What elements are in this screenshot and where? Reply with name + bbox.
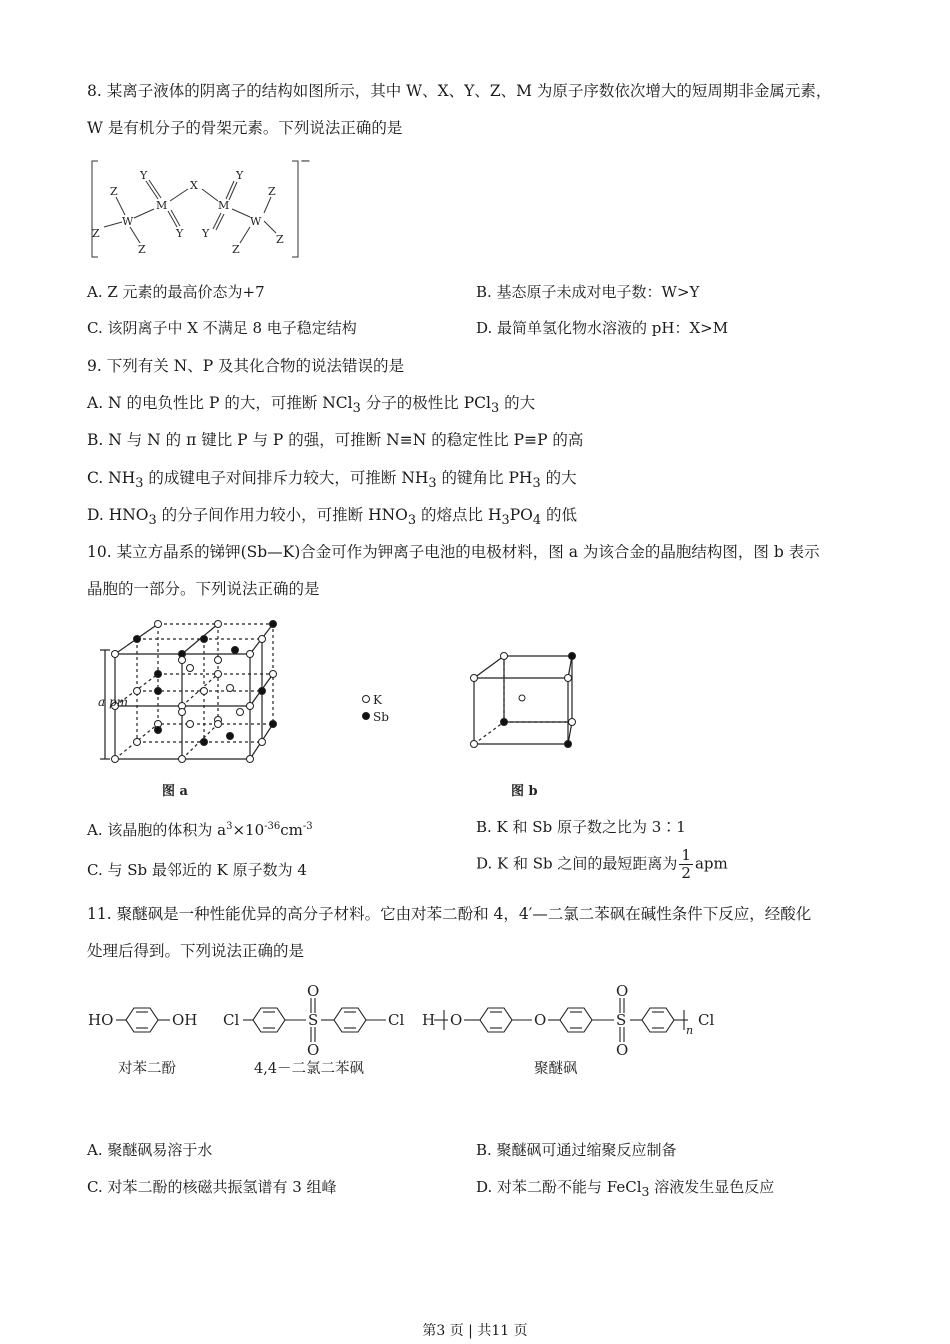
atom-z-label: Z	[268, 185, 276, 198]
q11-option-a: A. 聚醚砜易溶于水	[87, 1141, 213, 1159]
ether-oxygen-label: O	[450, 1011, 463, 1029]
atom-z-label: Z	[276, 233, 284, 246]
q11-option-b: B. 聚醚砜可通过缩聚反应制备	[476, 1141, 677, 1159]
atom-w-label: W	[122, 215, 134, 228]
atom-y-label: Y	[236, 169, 244, 182]
hydroquinone-name: 对苯二酚	[118, 1061, 176, 1077]
legend-sb-marker	[363, 713, 370, 720]
q11-stem-line1: 11. 聚醚砜是一种性能优异的高分子材料。它由对苯二酚和 4，4′—二氯二苯砜在碱性条件下反应，经酸化	[87, 905, 812, 923]
atom-y-label: Y	[140, 169, 148, 182]
lattice-dimension-label: a pm	[98, 695, 129, 709]
atom-z-label: Z	[110, 185, 118, 198]
oxygen-label: O	[616, 982, 629, 1000]
legend-k-label: K	[373, 693, 382, 707]
figure-a-lattice	[100, 624, 273, 759]
chlorine-label: Cl	[698, 1011, 715, 1029]
oxygen-label: O	[616, 1041, 629, 1059]
atom-w-label: W	[250, 215, 262, 228]
q8-option-c: C. 该阴离子中 X 不满足 8 电子稳定结构	[87, 319, 357, 337]
q10-option-b: B. K 和 Sb 原子数之比为 3∶1	[476, 818, 686, 836]
q11-option-d: D. 对苯二酚不能与 FeCl$_3$ 溶液发生显色反应	[476, 1178, 775, 1199]
q10-stem-line2: 晶胞的一部分。下列说法正确的是	[87, 580, 320, 598]
q8-stem-line1: 8. 某离子液体的阴离子的结构如图所示，其中 W、X、Y、Z、M 为原子序数依次增大的短周期非金属元素，	[87, 82, 832, 100]
figure-b-caption: 图 b	[511, 784, 538, 799]
hydrogen-label: H	[422, 1011, 436, 1029]
sulfur-label: S	[308, 1011, 319, 1029]
crystal-structure-figures	[90, 612, 710, 804]
ether-oxygen-label: O	[534, 1011, 547, 1029]
hydroxyl-label: HO	[88, 1011, 114, 1029]
atom-m-label: M	[156, 199, 168, 212]
q9-option-c: C. $NH_3$ 的成键电子对间排斥力较大，可推断 $NH_3$ 的键角比 $PH_3$ 的大	[87, 469, 577, 492]
hydroxyl-label: OH	[172, 1011, 198, 1029]
atom-z-label: Z	[138, 243, 146, 256]
right-bracket	[292, 161, 298, 257]
atom-z-label: Z	[92, 227, 100, 240]
page-footer: 第3 页 | 共11 页	[422, 1323, 528, 1339]
polyethersulfone-structures	[86, 980, 726, 1080]
q9-option-b: B. N 与 N 的 π 键比 P 与 P 的强，可推断 N≡N 的稳定性比 P≡P 的高	[87, 431, 584, 449]
sulfur-label: S	[616, 1011, 627, 1029]
anion-charge-label: −	[300, 155, 311, 169]
atom-m-label: M	[218, 199, 230, 212]
left-bracket	[92, 161, 98, 257]
q8-option-d: D. 最简单氢化物水溶液的 pH：X>M	[476, 319, 729, 337]
atom-z-label: Z	[232, 243, 240, 256]
q10-option-d: D. K 和 Sb 之间的最短距离为 $\frac{1}{2}$ apm	[476, 846, 728, 882]
q8-stem-line2: W 是有机分子的骨架元素。下列说法正确的是	[87, 119, 403, 137]
chlorine-label: Cl	[223, 1011, 240, 1029]
fraction-one-half: $\frac{1}{2}$	[681, 846, 691, 882]
legend-k-marker	[363, 696, 370, 703]
q11-stem-line2: 处理后得到。下列说法正确的是	[87, 942, 305, 960]
atom-y-label: Y	[202, 227, 210, 240]
oxygen-label: O	[307, 1041, 320, 1059]
q9-stem: 9. 下列有关 N、P 及其化合物的说法错误的是	[87, 357, 405, 375]
atom-y-label: Y	[176, 227, 184, 240]
q8-option-a: A. Z 元素的最高价态为+7	[87, 283, 265, 301]
figure-b-atoms	[471, 653, 576, 748]
chlorine-label: Cl	[388, 1011, 405, 1029]
q11-option-c: C. 对苯二酚的核磁共振氢谱有 3 组峰	[87, 1178, 337, 1196]
q10-stem-line1: 10. 某立方晶系的锑钾(Sb—K)合金可作为钾离子电池的电极材料，图 a 为该合金的晶胞结构图，图 b 表示	[87, 543, 820, 561]
repeat-count-n: n	[686, 1024, 694, 1037]
q9-option-a: A. N 的电负性比 P 的大，可推断 NCl$_3$ 分子的极性比 PCl$_3$ 的大	[87, 394, 536, 417]
q10-option-c: C. 与 Sb 最邻近的 K 原子数为 4	[87, 861, 307, 879]
legend-sb-label: Sb	[373, 710, 389, 724]
polyethersulfone-name: 聚醚砜	[534, 1061, 578, 1077]
atom-x-label: X	[190, 179, 198, 192]
oxygen-label: O	[307, 982, 320, 1000]
q9-option-d: D. $HNO_3$ 的分子间作用力较小，可推断 $HNO_3$ 的熔点比 $H_3PO_4$ 的低	[87, 506, 577, 529]
q10-option-a: A. 该晶胞的体积为 $a^3\times 10^{-36}cm^{-3}$	[87, 821, 313, 839]
figure-a-caption: 图 a	[162, 784, 188, 799]
q8-option-b: B. 基态原子未成对电子数：W>Y	[476, 283, 700, 301]
dichlorodiphenylsulfone-name: 4,4－二氯二苯砜	[254, 1061, 365, 1077]
anion-structure-figure	[88, 155, 328, 263]
